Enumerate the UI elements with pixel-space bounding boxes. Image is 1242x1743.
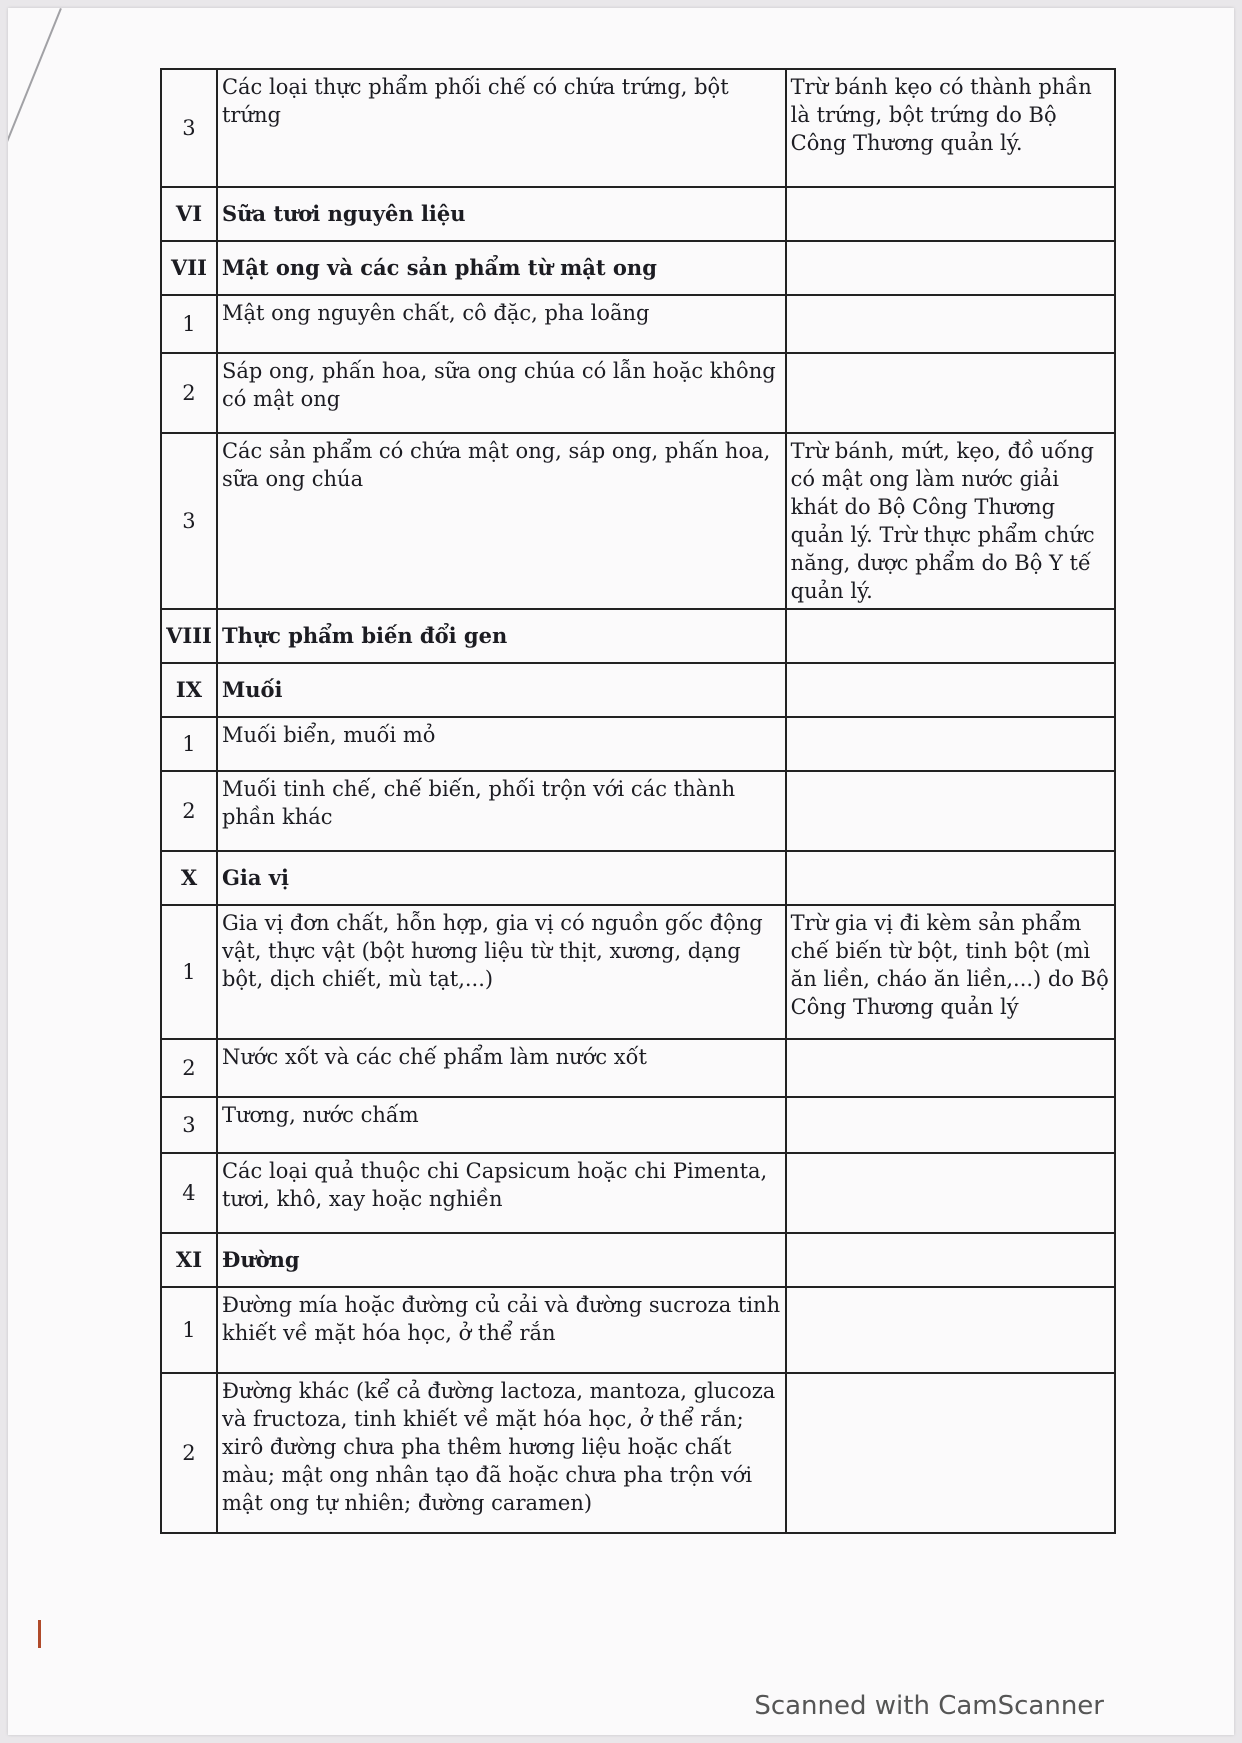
table-row [161, 1153, 1115, 1233]
row-note [786, 1097, 1115, 1153]
row-description: Tương, nước chấm [217, 1097, 786, 1153]
row-description: Muối biển, muối mỏ [217, 717, 786, 771]
row-description: Các sản phẩm có chứa mật ong, sáp ong, phấn hoa, sữa ong chúa [217, 433, 786, 609]
section-title: Muối [217, 663, 786, 717]
table-row [161, 1233, 1115, 1287]
row-number: 2 [161, 353, 217, 433]
section-number: XI [161, 1233, 217, 1287]
row-number: 2 [161, 771, 217, 851]
section-number: IX [161, 663, 217, 717]
row-description: Mật ong nguyên chất, cô đặc, pha loãng [217, 295, 786, 353]
row-description: Các loại thực phẩm phối chế có chứa trứng, bột trứng [217, 69, 786, 187]
row-note [786, 1039, 1115, 1097]
section-number: VI [161, 187, 217, 241]
section-title: Gia vị [217, 851, 786, 905]
row-note [786, 353, 1115, 433]
table-row [161, 1039, 1115, 1097]
table-row [161, 609, 1115, 663]
table-row [161, 663, 1115, 717]
section-number: VIII [161, 609, 217, 663]
section-number: X [161, 851, 217, 905]
section-title: Thực phẩm biến đổi gen [217, 609, 786, 663]
row-number: 3 [161, 1097, 217, 1153]
table-row [161, 1287, 1115, 1373]
table-row [161, 851, 1115, 905]
row-number: 2 [161, 1039, 217, 1097]
table-row [161, 771, 1115, 851]
table-row [161, 241, 1115, 295]
section-number: VII [161, 241, 217, 295]
row-number: 1 [161, 295, 217, 353]
row-number: 2 [161, 1373, 217, 1533]
row-number: 4 [161, 1153, 217, 1233]
row-description: Muối tinh chế, chế biến, phối trộn với các thành phần khác [217, 771, 786, 851]
table-row [161, 69, 1115, 187]
row-description: Nước xốt và các chế phẩm làm nước xốt [217, 1039, 786, 1097]
row-note [786, 609, 1115, 663]
table-row [161, 295, 1115, 353]
row-note [786, 187, 1115, 241]
row-description: Gia vị đơn chất, hỗn hợp, gia vị có nguồn gốc động vật, thực vật (bột hương liệu từ thịt, xương, dạng bột, dịch chiết, mù tạt,...) [217, 905, 786, 1039]
row-note [786, 241, 1115, 295]
table-row [161, 433, 1115, 609]
food-category-table [160, 68, 1116, 1534]
table-row [161, 353, 1115, 433]
row-note [786, 295, 1115, 353]
scanned-page [8, 8, 1234, 1735]
section-title: Sữa tươi nguyên liệu [217, 187, 786, 241]
row-description: Đường khác (kể cả đường lactoza, mantoza, glucoza và fructoza, tinh khiết về mặt hóa học, ở thể rắn; xirô đường chưa pha thêm hương liệu hoặc chất màu; mật ong nhân tạo đã hoặc chưa pha trộn với mật ong tự nhiên; đường caramen) [217, 1373, 786, 1533]
scan-mark [38, 1620, 41, 1648]
section-title: Đường [217, 1233, 786, 1287]
table-row [161, 717, 1115, 771]
table-row [161, 1373, 1115, 1533]
row-number: 1 [161, 717, 217, 771]
row-description: Các loại quả thuộc chi Capsicum hoặc chi Pimenta, tươi, khô, xay hoặc nghiền [217, 1153, 786, 1233]
table-row [161, 1097, 1115, 1153]
row-note [786, 771, 1115, 851]
row-note [786, 663, 1115, 717]
row-description: Đường mía hoặc đường củ cải và đường sucroza tinh khiết về mặt hóa học, ở thể rắn [217, 1287, 786, 1373]
section-title: Mật ong và các sản phẩm từ mật ong [217, 241, 786, 295]
row-number: 1 [161, 905, 217, 1039]
row-note: Trừ gia vị đi kèm sản phẩm chế biến từ bột, tinh bột (mì ăn liền, cháo ăn liền,...) do Bộ Công Thương quản lý [786, 905, 1115, 1039]
row-note [786, 1287, 1115, 1373]
row-note [786, 851, 1115, 905]
row-note: Trừ bánh, mứt, kẹo, đồ uống có mật ong làm nước giải khát do Bộ Công Thương quản lý. Trừ thực phẩm chức năng, dược phẩm do Bộ Y tế quản lý. [786, 433, 1115, 609]
row-number: 1 [161, 1287, 217, 1373]
row-note [786, 717, 1115, 771]
table-row [161, 187, 1115, 241]
row-description: Sáp ong, phấn hoa, sữa ong chúa có lẫn hoặc không có mật ong [217, 353, 786, 433]
scan-edge-line [8, 8, 62, 241]
row-note [786, 1373, 1115, 1533]
camscanner-watermark: Scanned with CamScanner [754, 1691, 1104, 1721]
row-number: 3 [161, 433, 217, 609]
row-number: 3 [161, 69, 217, 187]
table-row [161, 905, 1115, 1039]
row-note: Trừ bánh kẹo có thành phần là trứng, bột trứng do Bộ Công Thương quản lý. [786, 69, 1115, 187]
row-note [786, 1233, 1115, 1287]
row-note [786, 1153, 1115, 1233]
